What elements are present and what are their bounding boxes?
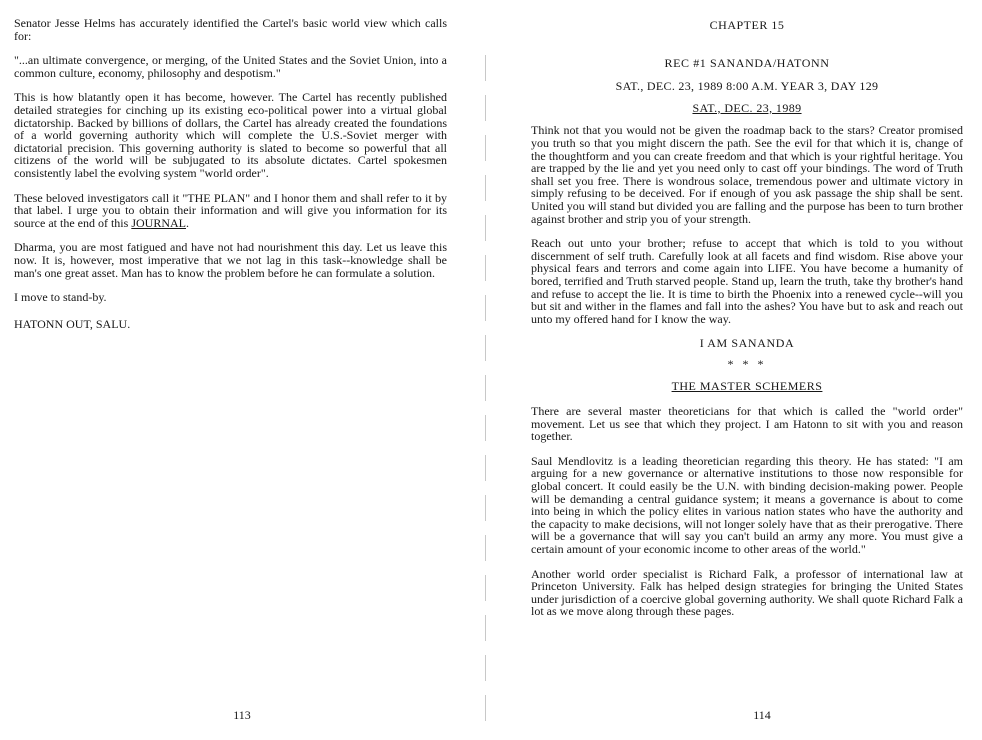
- left-paragraph-cartel: This is how blatantly open it has become, however. The Cartel has recently published detailed strategies for cinching up its existing eco-political power into a virtual global dictatorship. Backed by billions of dollars, the Cartel has already created the foundations of a world governing authority which will complete the U.S.-Soviet merger with dictatorial precision. This governing authority is slated to become so powerful that all citizens of the world will be subjugated to its absolute dictates. Cartel spokesmen consistently label the evolving system "world order".: [14, 90, 447, 180]
- left-paragraph-intro: Senator Jesse Helms has accurately identified the Cartel's basic world view which calls for:: [14, 16, 447, 43]
- page-gutter: [485, 55, 486, 725]
- left-paragraph-dharma: Dharma, you are most fatigued and have not had nourishment this day. Let us leave this now. It is, however, most imperative that we not lag in this task--knowledge shall be man's one great asset. Man has to know the problem before he can formulate a solution.: [14, 240, 447, 280]
- date-underlined: SAT., DEC. 23, 1989: [692, 100, 802, 115]
- left-page: [0, 0, 485, 740]
- right-paragraph-mendlovitz: Saul Mendlovitz is a leading theoretician regarding this theory. He has stated: "I am arguing for a new governance or alternative institutions to those now responsible for global concert. It could easily be the U.N. with binding decision-making power. People will be demanding a central guidance system; it means a governance is about to come into being in which the policy elites in various nation states who have the authority and the capacity to make decisions, will not longer solely have that as their prerogative. There will be a governance that will say you can't build an army any more. You must give a certain amount of your economic income to other areas of the world.": [531, 453, 963, 556]
- journal-underlined: JOURNAL: [131, 215, 186, 230]
- left-paragraph-the-plan-end: .: [185, 215, 189, 230]
- left-page-column: [14, 17, 447, 330]
- left-paragraph-the-plan: [14, 192, 447, 230]
- right-paragraph-roadmap: Think not that you would not be given the roadmap back to the stars? Creator promised you truth so that you might discern the path. See the evil for that which it is, change of the thoughtform and you can create freedom and that which is your rightful heritage. You are trapped by the lie and yet you need only to cast off your bindings. The word of Truth shall set you free. There is wondrous solace, tremendous power and ultimate victory in simply refusing to be deceived. For if enough of you ask passage the ship shall be sent. United you will stand but divided you are falling and the purpose has been to turn brother against brother and strip you of your strength.: [531, 123, 963, 226]
- section-heading: THE MASTER SCHEMERS: [671, 379, 823, 394]
- date-time-line: SAT., DEC. 23, 1989 8:00 A.M. YEAR 3, DAY 129: [615, 79, 879, 94]
- right-page: [489, 0, 982, 740]
- signoff-sananda: I AM SANANDA: [699, 336, 795, 351]
- page-number-left: 113: [233, 708, 251, 722]
- right-page-column: [531, 19, 963, 618]
- left-paragraph-standby: I move to stand-by.: [14, 290, 107, 305]
- left-paragraph-hatonn-out: HATONN OUT, SALU.: [14, 316, 131, 331]
- right-paragraph-theoreticians: There are several master theoreticians for that which is called the "world order" movement. Let us see that which they project. I am Hatonn to sit with you and reason together.: [531, 404, 963, 444]
- chapter-title: CHAPTER 15: [709, 18, 785, 32]
- left-paragraph-the-plan-text: These beloved investigators call it "THE PLAN" and I honor them and shall refer to it by that label. I urge you to obtain their information and will give you information for its source at the end of this: [14, 190, 447, 230]
- section-divider-stars: * * *: [727, 356, 767, 371]
- rec-line: REC #1 SANANDA/HATONN: [664, 55, 830, 70]
- right-paragraph-falk: Another world order specialist is Richard Falk, a professor of international law at Princeton University. Falk has helped design strategies for bringing the United States under jurisdiction of a coercive global governing authority. We shall quote Richard Falk a lot as we move along through these pages.: [531, 566, 963, 619]
- page-number-right: 114: [753, 708, 771, 722]
- left-quote-helms: "...an ultimate convergence, or merging, of the United States and the Soviet Union, into a common culture, economy, philosophy and despotism.": [14, 53, 447, 80]
- right-paragraph-reach-out: Reach out unto your brother; refuse to accept that which is told to you without discernment of self truth. Carefully look at all facets and find wisdom. Rise above your physical fears and terrors and come again into LIFE. You have become a humanity of bored, terrified and Truth starved people. Stand up, learn the truth, take thy brother's hand and refuse to accept the lie. It is time to birth the Phoenix into a renewed cycle--will you but sit and wither in the flames and fall into the ashes? You have but to ask and reach out unto my offered hand for I know the way.: [531, 236, 963, 326]
